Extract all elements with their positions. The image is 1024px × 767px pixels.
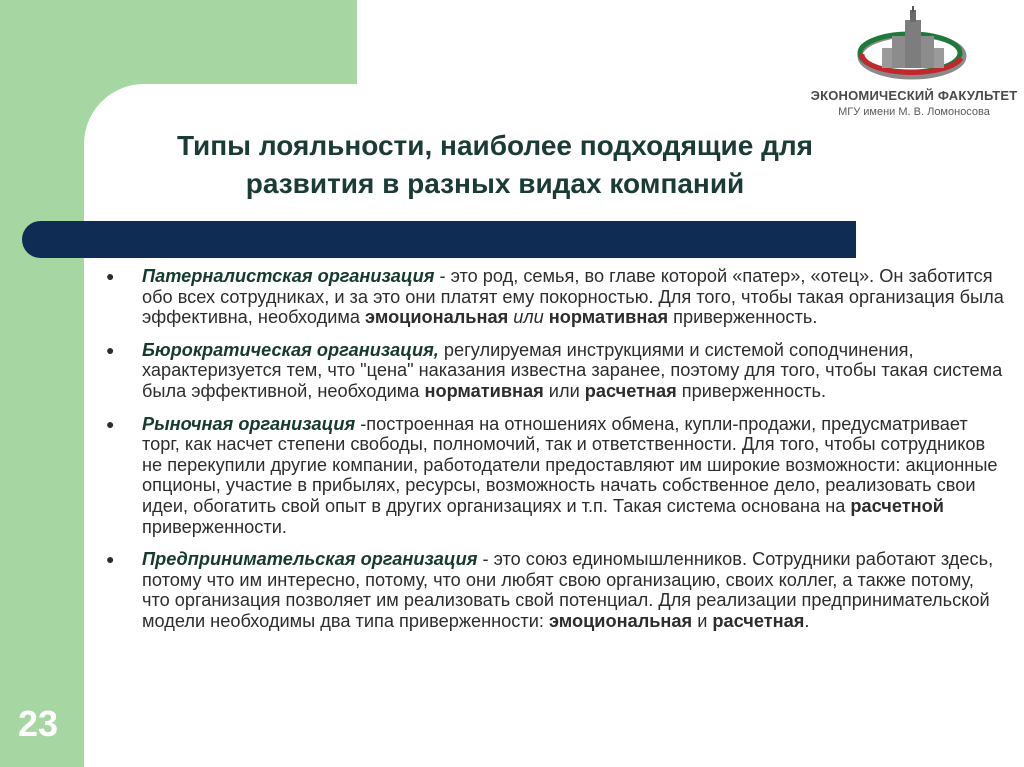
item-emphasis: расчетная [584, 380, 677, 401]
item-term: Предпринимательская организация [142, 549, 478, 570]
bullet-icon: ● [106, 415, 115, 432]
item-text: - это род, семья, во главе которой «патер», «отец». Он заботится обо всех сотрудниках, и за это они платят ему покорностью. Для того, чтобы такая организация была эффективна, необходима [142, 266, 1004, 328]
item-text: регулируемая инструкциями и системой соподчинения, характеризуется тем, что "цена" наказания известна заранее, поэтому для того, чтобы такая система была эффективной, необходима [142, 339, 1003, 401]
item-text-end: приверженность. [668, 307, 818, 328]
item-term: Бюрократическая организация, [142, 339, 439, 360]
green-side-strip [0, 84, 84, 767]
item-text-end: . [804, 610, 810, 631]
item-emphasis: эмоциональная [365, 307, 509, 328]
item-emphasis: эмоциональная [549, 610, 693, 631]
list-item [104, 340, 1004, 402]
faculty-logo [806, 6, 1022, 128]
item-emphasis: расчетной [850, 495, 944, 516]
item-connector: или [508, 307, 549, 328]
title-underline-bar [22, 221, 856, 258]
item-text-end: приверженность. [676, 380, 827, 401]
slide-title: Типы лояльности, наиболее подходящие для развития в разных видах компаний [176, 130, 813, 199]
list-item [104, 414, 1004, 538]
slide-number: 23 [17, 703, 59, 744]
item-text: - это союз единомышленников. Сотрудники работают здесь, потому что им интересно, потому, что они любят свою организацию, своих коллег, а также потому, что организация позволяет им реализовать свой потенциал. Для реализации предпринимательской модели необходимы два типа приверженности: [142, 549, 994, 631]
item-text-end: приверженности. [142, 516, 287, 537]
bullet-icon: ● [106, 268, 115, 284]
item-emphasis: расчетная [712, 610, 805, 631]
list-item [104, 266, 1004, 328]
bullet-icon: ● [106, 551, 115, 568]
logo-title: ЭКОНОМИЧЕСКИЙ ФАКУЛЬТЕТ [810, 88, 1018, 103]
item-text: -построенная на отношениях обмена, купли-продажи, предусматривает торг, как насчет степени свободы, полномочий, так и ответственности. Для того, чтобы сотрудников не перекупили другие компании, работодатели предоставляют им широкие возможности: акционные опционы, участие в прибылях, ресурсы, возможность начать собственное дело, реализовать свои идеи, обогатить свой опыт в других организациях и т.п. Такая система основана на [142, 413, 998, 516]
list-item [104, 549, 1004, 631]
organization-types-list [104, 266, 1004, 644]
item-emphasis: нормативная [424, 380, 544, 401]
item-connector: или [543, 380, 585, 401]
logo-subtitle: МГУ имени М. В. Ломоносова [838, 106, 990, 118]
item-term: Патерналистская организация [142, 266, 435, 286]
msu-building-emblem-icon [806, 6, 1022, 88]
bullet-icon: ● [106, 341, 115, 358]
item-emphasis: нормативная [548, 307, 669, 328]
item-term: Рыночная организация [142, 413, 356, 434]
item-connector: и [692, 610, 713, 631]
